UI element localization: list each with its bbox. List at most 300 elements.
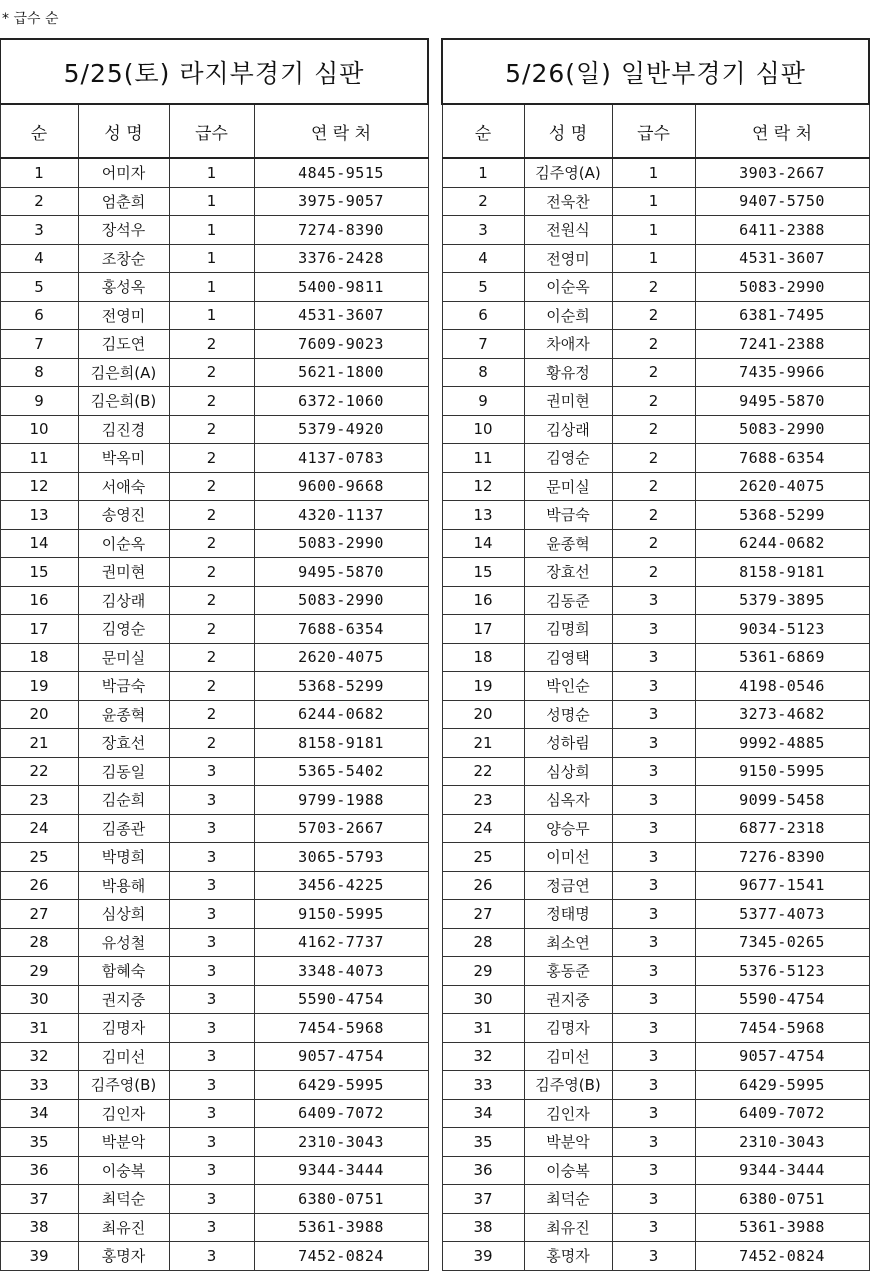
referee-name: 심상희 [78,900,169,929]
referee-grade: 3 [612,757,695,786]
row-number: 15 [442,558,524,587]
referee-contact: 3273-4682 [695,700,869,729]
referee-name: 김주영(B) [524,1071,612,1100]
referee-name: 전영미 [524,244,612,273]
table-row [0,1128,428,1157]
referee-contact: 3065-5793 [254,843,428,872]
referee-grade: 3 [612,928,695,957]
table-row [0,786,428,815]
row-number: 19 [0,672,78,701]
table-row [442,985,869,1014]
row-number: 32 [0,1042,78,1071]
referee-grade: 3 [612,1185,695,1214]
row-number: 37 [442,1185,524,1214]
referee-name: 권지중 [524,985,612,1014]
referee-contact: 5083-2990 [695,415,869,444]
referee-grade: 3 [169,1156,254,1185]
referee-grade: 2 [169,330,254,359]
referee-contact: 9799-1988 [254,786,428,815]
referee-name: 김은희(B) [78,387,169,416]
referee-grade: 3 [169,1213,254,1242]
row-number: 36 [0,1156,78,1185]
row-number: 13 [442,501,524,530]
referee-contact: 9344-3444 [254,1156,428,1185]
row-number: 38 [442,1213,524,1242]
referee-grade: 3 [612,700,695,729]
table-row [0,301,428,330]
referee-contact: 8158-9181 [254,729,428,758]
referee-grade: 3 [612,957,695,986]
table-row [442,273,869,302]
table-row [442,586,869,615]
referee-contact: 7688-6354 [695,444,869,473]
referee-name: 김도연 [78,330,169,359]
row-number: 26 [0,871,78,900]
referee-contact: 6380-0751 [254,1185,428,1214]
table-row [0,672,428,701]
table-row [442,615,869,644]
referee-name: 홍명자 [78,1242,169,1271]
referee-contact: 5083-2990 [695,273,869,302]
referee-grade: 3 [612,1128,695,1157]
table-row [442,672,869,701]
referee-grade: 3 [169,957,254,986]
header-name: 성 명 [524,104,612,158]
referee-contact: 4845-9515 [254,158,428,187]
referee-contact: 6409-7072 [254,1099,428,1128]
header-grade: 급수 [169,104,254,158]
referee-contact: 4531-3607 [695,244,869,273]
referee-contact: 7274-8390 [254,216,428,245]
table-row [442,900,869,929]
table-row [0,643,428,672]
referee-name: 서애숙 [78,472,169,501]
referee-name: 김종관 [78,814,169,843]
referee-contact: 6429-5995 [695,1071,869,1100]
referee-grade: 1 [169,187,254,216]
referee-contact: 6380-0751 [695,1185,869,1214]
table-row [0,928,428,957]
referee-grade: 3 [169,871,254,900]
referee-grade: 2 [169,615,254,644]
referee-name: 성하림 [524,729,612,758]
row-number: 24 [442,814,524,843]
referee-contact: 3903-2667 [695,158,869,187]
header-num: 순 [0,104,78,158]
row-number: 12 [442,472,524,501]
referee-contact: 2310-3043 [254,1128,428,1157]
table-title: 5/25(토) 라지부경기 심판 [0,39,428,104]
row-number: 38 [0,1213,78,1242]
referee-grade: 2 [169,472,254,501]
referee-grade: 3 [612,871,695,900]
referee-contact: 9344-3444 [695,1156,869,1185]
table-row [0,1099,428,1128]
referee-contact: 3456-4225 [254,871,428,900]
referee-grade: 3 [169,843,254,872]
table-row [0,1071,428,1100]
referee-grade: 2 [612,558,695,587]
row-number: 11 [442,444,524,473]
referee-name: 이숭복 [524,1156,612,1185]
referee-contact: 5361-3988 [695,1213,869,1242]
table-row [442,387,869,416]
row-number: 34 [442,1099,524,1128]
table-row [442,158,869,187]
row-number: 20 [0,700,78,729]
referee-name: 박용해 [78,871,169,900]
referee-name: 함혜숙 [78,957,169,986]
row-number: 37 [0,1185,78,1214]
referee-name: 박인순 [524,672,612,701]
table-row [0,444,428,473]
referee-contact: 7609-9023 [254,330,428,359]
table-row [442,216,869,245]
referee-name: 김영순 [524,444,612,473]
row-number: 15 [0,558,78,587]
referee-grade: 2 [169,358,254,387]
table-row [0,158,428,187]
referee-grade: 3 [169,1099,254,1128]
row-number: 36 [442,1156,524,1185]
referee-contact: 5400-9811 [254,273,428,302]
referee-grade: 2 [169,700,254,729]
table-row [442,786,869,815]
row-number: 8 [442,358,524,387]
row-number: 39 [0,1242,78,1271]
table-row [0,615,428,644]
referee-grade: 3 [169,1242,254,1271]
row-number: 30 [0,985,78,1014]
table-row [0,187,428,216]
referee-contact: 3348-4073 [254,957,428,986]
table-row [0,358,428,387]
row-number: 17 [442,615,524,644]
referee-grade: 3 [169,1042,254,1071]
referee-name: 김미선 [524,1042,612,1071]
referee-name: 권미현 [78,558,169,587]
referee-grade: 2 [169,501,254,530]
row-number: 21 [442,729,524,758]
table-row [0,472,428,501]
referee-grade: 3 [169,928,254,957]
referee-grade: 3 [169,1128,254,1157]
referee-contact: 6244-0682 [254,700,428,729]
table-row [442,187,869,216]
referee-contact: 5376-5123 [695,957,869,986]
referee-contact: 5368-5299 [254,672,428,701]
referee-contact: 7688-6354 [254,615,428,644]
referee-contact: 6411-2388 [695,216,869,245]
referee-grade: 2 [612,301,695,330]
table-row [0,871,428,900]
row-number: 34 [0,1099,78,1128]
row-number: 19 [442,672,524,701]
referee-contact: 4531-3607 [254,301,428,330]
referee-name: 권미현 [524,387,612,416]
row-number: 18 [0,643,78,672]
table-row [442,928,869,957]
referee-name: 박분악 [524,1128,612,1157]
referee-grade: 3 [169,985,254,1014]
table-row [442,871,869,900]
table-row [0,729,428,758]
referee-name: 최덕순 [78,1185,169,1214]
referee-grade: 2 [169,415,254,444]
referee-contact: 9099-5458 [695,786,869,815]
referee-name: 김동준 [524,586,612,615]
table-row [0,244,428,273]
row-number: 5 [0,273,78,302]
referee-name: 김영순 [78,615,169,644]
referee-name: 문미실 [78,643,169,672]
referee-name: 박명희 [78,843,169,872]
referee-name: 문미실 [524,472,612,501]
referee-contact: 4162-7737 [254,928,428,957]
table-row [0,985,428,1014]
referee-grade: 2 [612,415,695,444]
row-number: 1 [442,158,524,187]
referee-name: 장석우 [78,216,169,245]
table-row [0,330,428,359]
table-row [0,387,428,416]
referee-grade: 3 [612,1156,695,1185]
referee-name: 김인자 [78,1099,169,1128]
referee-contact: 3376-2428 [254,244,428,273]
table-row [442,358,869,387]
row-number: 20 [442,700,524,729]
referee-name: 전영미 [78,301,169,330]
referee-name: 김명희 [524,615,612,644]
referee-name: 김동일 [78,757,169,786]
row-number: 28 [442,928,524,957]
row-number: 32 [442,1042,524,1071]
referee-name: 차애자 [524,330,612,359]
referee-grade: 1 [169,273,254,302]
referee-contact: 4198-0546 [695,672,869,701]
referee-grade: 2 [169,529,254,558]
referee-grade: 2 [612,501,695,530]
row-number: 33 [0,1071,78,1100]
referee-name: 김명자 [524,1014,612,1043]
row-number: 31 [0,1014,78,1043]
table-row [0,1156,428,1185]
row-number: 6 [442,301,524,330]
referee-name: 조창순 [78,244,169,273]
referee-grade: 3 [612,1213,695,1242]
referee-contact: 6381-7495 [695,301,869,330]
table-row [0,415,428,444]
referee-grade: 2 [612,330,695,359]
row-number: 35 [442,1128,524,1157]
table-row [442,1242,869,1271]
referee-grade: 2 [612,529,695,558]
row-number: 30 [442,985,524,1014]
referee-grade: 2 [169,586,254,615]
table-row [442,1042,869,1071]
table-row [0,700,428,729]
table-row [0,501,428,530]
row-number: 13 [0,501,78,530]
referee-name: 장효선 [524,558,612,587]
referee-grade: 1 [612,187,695,216]
referee-name: 최유진 [524,1213,612,1242]
referee-name: 홍동준 [524,957,612,986]
referee-name: 정태명 [524,900,612,929]
referee-name: 김상래 [78,586,169,615]
referee-contact: 7435-9966 [695,358,869,387]
referee-contact: 6244-0682 [695,529,869,558]
table-row [442,814,869,843]
table-title: 5/26(일) 일반부경기 심판 [442,39,869,104]
row-number: 39 [442,1242,524,1271]
referee-table-may26 [441,38,870,1271]
row-number: 4 [0,244,78,273]
referee-name: 장효선 [78,729,169,758]
row-number: 16 [0,586,78,615]
table-row [442,301,869,330]
referee-name: 성명순 [524,700,612,729]
referee-contact: 9600-9668 [254,472,428,501]
table-row [0,1042,428,1071]
row-number: 9 [442,387,524,416]
referee-contact: 9992-4885 [695,729,869,758]
table-row [442,757,869,786]
referee-name: 김영택 [524,643,612,672]
table-row [442,1185,869,1214]
header-num: 순 [442,104,524,158]
referee-contact: 3975-9057 [254,187,428,216]
table-row [442,529,869,558]
referee-name: 전원식 [524,216,612,245]
referee-grade: 3 [169,1071,254,1100]
table-row [442,729,869,758]
referee-contact: 9495-5870 [254,558,428,587]
referee-grade: 3 [612,1014,695,1043]
referee-contact: 9407-5750 [695,187,869,216]
referee-name: 양승무 [524,814,612,843]
row-number: 22 [442,757,524,786]
referee-contact: 7454-5968 [695,1014,869,1043]
referee-contact: 2620-4075 [695,472,869,501]
row-number: 8 [0,358,78,387]
referee-contact: 9034-5123 [695,615,869,644]
row-number: 12 [0,472,78,501]
referee-name: 박금숙 [78,672,169,701]
referee-grade: 1 [612,244,695,273]
referee-name: 유성철 [78,928,169,957]
table-row [0,957,428,986]
referee-name: 정금연 [524,871,612,900]
table-row [442,1128,869,1157]
referee-contact: 5083-2990 [254,529,428,558]
referee-grade: 3 [169,1185,254,1214]
table-row [0,814,428,843]
referee-grade: 3 [612,729,695,758]
referee-grade: 2 [169,387,254,416]
referee-name: 김명자 [78,1014,169,1043]
table-row [442,444,869,473]
referee-grade: 3 [612,586,695,615]
referee-contact: 5590-4754 [695,985,869,1014]
referee-name: 황유정 [524,358,612,387]
row-number: 7 [0,330,78,359]
referee-name: 박금숙 [524,501,612,530]
table-row [0,1185,428,1214]
referee-grade: 3 [612,900,695,929]
referee-grade: 2 [169,672,254,701]
referee-contact: 9150-5995 [695,757,869,786]
row-number: 7 [442,330,524,359]
referee-contact: 5379-3895 [695,586,869,615]
referee-grade: 3 [169,900,254,929]
referee-name: 김미선 [78,1042,169,1071]
row-number: 1 [0,158,78,187]
referee-grade: 2 [612,472,695,501]
row-number: 21 [0,729,78,758]
table-row [0,1242,428,1271]
referee-grade: 2 [169,558,254,587]
referee-grade: 1 [169,216,254,245]
referee-name: 엄춘희 [78,187,169,216]
referee-name: 이순희 [524,301,612,330]
table-row [0,843,428,872]
referee-name: 이순옥 [524,273,612,302]
referee-contact: 6877-2318 [695,814,869,843]
referee-contact: 5621-1800 [254,358,428,387]
referee-contact: 2620-4075 [254,643,428,672]
table-row [0,586,428,615]
referee-name: 박분악 [78,1128,169,1157]
referee-grade: 3 [612,672,695,701]
row-number: 5 [442,273,524,302]
row-number: 10 [0,415,78,444]
referee-contact: 7454-5968 [254,1014,428,1043]
referee-contact: 5590-4754 [254,985,428,1014]
referee-name: 심옥자 [524,786,612,815]
header-contact: 연 락 처 [695,104,869,158]
referee-name: 윤종혁 [524,529,612,558]
table-row [0,1014,428,1043]
referee-contact: 7241-2388 [695,330,869,359]
row-number: 3 [442,216,524,245]
referee-grade: 2 [612,444,695,473]
table-row [0,757,428,786]
referee-name: 권지중 [78,985,169,1014]
referee-contact: 7452-0824 [254,1242,428,1271]
row-number: 6 [0,301,78,330]
referee-name: 이미선 [524,843,612,872]
row-number: 27 [442,900,524,929]
referee-grade: 2 [169,729,254,758]
referee-contact: 5377-4073 [695,900,869,929]
referee-name: 김순희 [78,786,169,815]
referee-contact: 7276-8390 [695,843,869,872]
referee-grade: 2 [169,643,254,672]
referee-grade: 1 [612,216,695,245]
referee-grade: 3 [612,1099,695,1128]
referee-name: 김인자 [524,1099,612,1128]
referee-contact: 9057-4754 [254,1042,428,1071]
referee-contact: 6429-5995 [254,1071,428,1100]
referee-grade: 3 [612,1042,695,1071]
table-row [442,330,869,359]
referee-name: 송영진 [78,501,169,530]
referee-grade: 3 [612,615,695,644]
table-row [442,1071,869,1100]
table-row [0,273,428,302]
row-number: 29 [0,957,78,986]
